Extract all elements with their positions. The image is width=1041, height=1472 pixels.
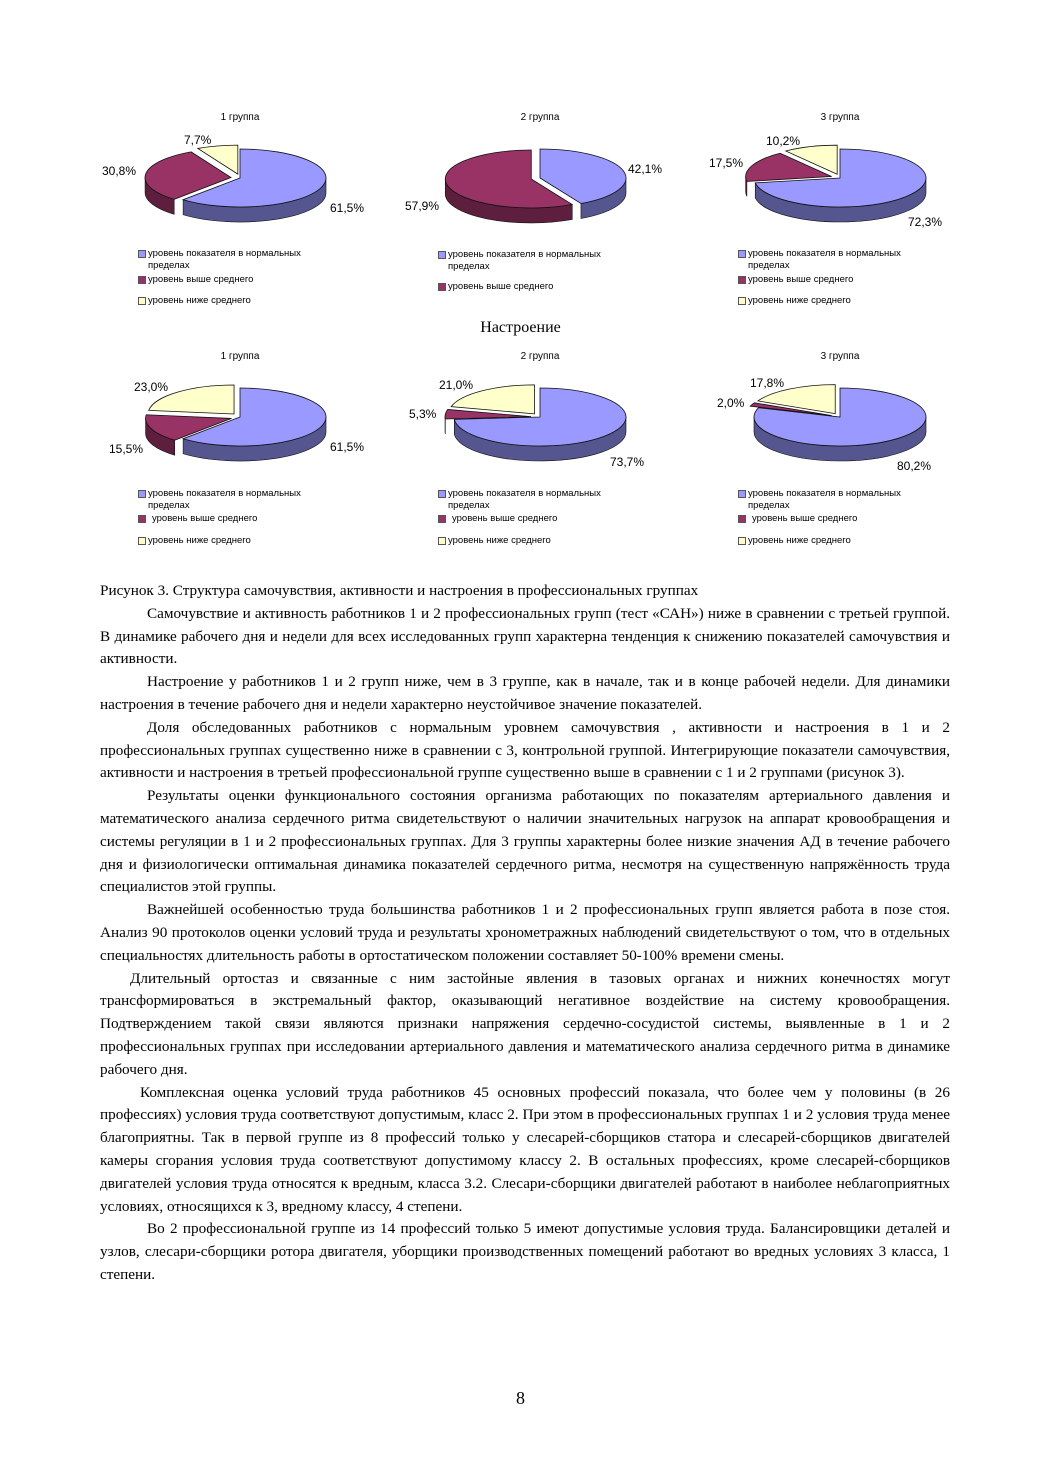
legend-swatch — [438, 490, 446, 498]
legend-label: уровень показателя в нормальных пределах — [748, 248, 901, 271]
legend-swatch — [738, 297, 746, 305]
paragraph: Важнейшей особенностью труда большинства работников 1 и 2 профессиональных групп является работа в позе стоя. Анализ 90 протоколов оценки условий труда и результаты хронометражных наблюдений свидетельствуют о том, что в отдельных специальностях длительность работы в ортостатическом положении составляет 50-100% времени смены. — [100, 901, 950, 964]
slice-label: 30,8% — [102, 164, 137, 178]
slice-label: 15,5% — [109, 442, 144, 456]
chart-title: 3 группа — [820, 351, 860, 362]
paragraph: Длительный ортостаз и связанные с ним застойные явления в тазовых органах и нижних конечностях могут трансформироваться в экстремальный фактор, оказывающий негативное воздействие на систему кровообращения. Подтверждением такой связи являются признаки напряжения сердечно-сосудистой системы, выявленные в 1 и 2 профессиональных группах при исследовании артериального давления и математического анализа сердечного ритма в динамике рабочего дня. — [100, 969, 950, 1078]
pie-chart-top-group-1 — [90, 112, 390, 317]
legend-label: уровень выше среднего — [448, 281, 554, 292]
slice-label: 7,7% — [184, 133, 212, 147]
paragraph: Самочувствие и активность работников 1 и 2 профессиональных групп (тест «САН») ниже в сравнении с третьей группой. В динамике рабочего дня и недели для всех исследованных групп характерна тенденция к снижению показателей самочувствия и активности. — [100, 604, 950, 668]
legend-item — [738, 274, 938, 295]
legend-swatch — [438, 537, 446, 545]
pie-graphic — [690, 112, 990, 242]
section-title-mood: Настроение — [480, 319, 561, 336]
legend-label: уровень показателя в нормальных пределах — [148, 488, 301, 511]
legend-item — [138, 248, 338, 274]
slice-label: 73,7% — [610, 455, 645, 469]
figure-caption: Рисунок 3. Структура самочувствия, активности и настроения в профессиональных группах — [100, 582, 699, 599]
legend-swatch — [138, 250, 146, 258]
legend-item — [138, 274, 338, 295]
chart-legend — [738, 488, 942, 547]
paragraph: Доля обследованных работников с нормальным уровнем самочувствия , активности и настроения в 1 и 2 профессиональных группах существенно ниже в сравнении с 3, контрольной группой. Интегрирующие показатели самочувствия, активности и настроения в третьей профессиональной группе существенно выше в сравнении с 1 и 2 группами (рисунок 3). — [100, 718, 950, 782]
legend-label: уровень показателя в нормальных пределах — [448, 488, 601, 511]
legend-swatch — [438, 251, 446, 259]
chart-title: 2 группа — [520, 351, 560, 362]
slice-label: 17,5% — [709, 156, 744, 170]
chart-title: 2 группа — [520, 112, 560, 123]
legend-label: уровень показателя в нормальных пределах — [748, 488, 901, 511]
legend-item — [138, 535, 338, 547]
legend-label: уровень выше среднего — [152, 513, 258, 524]
chart-legend — [438, 488, 642, 547]
legend-item — [738, 488, 938, 513]
slice-label: 72,3% — [908, 215, 943, 229]
page-number: 8 — [516, 1388, 525, 1408]
slice-label: 23,0% — [134, 380, 169, 394]
slice-label: 61,5% — [330, 201, 365, 215]
legend-label: уровень выше среднего — [752, 513, 858, 524]
legend-swatch — [138, 297, 146, 305]
chart-legend — [138, 488, 342, 547]
legend-swatch — [138, 537, 146, 545]
paragraph: Настроение у работников 1 и 2 групп ниже, чем в 3 группе, как в начале, так и в конце рабочей недели. Для динамики настроения в течение рабочего дня и недели характерно неустойчивое значение показателей. — [100, 673, 950, 713]
legend-label: уровень показателя в нормальных пределах — [448, 249, 601, 272]
legend-swatch — [738, 490, 746, 498]
legend-swatch — [738, 276, 746, 284]
legend-label: уровень ниже среднего — [748, 535, 851, 546]
legend-swatch — [738, 515, 746, 523]
legend-label: уровень показателя в нормальных пределах — [148, 248, 301, 271]
legend-label: уровень ниже среднего — [448, 535, 551, 546]
legend-swatch — [138, 276, 146, 284]
pie-chart-top-group-3 — [690, 112, 990, 317]
legend-item — [138, 513, 342, 535]
legend-swatch — [438, 515, 446, 523]
pie-chart-mood-group-3 — [690, 351, 990, 556]
slice-label: 5,3% — [409, 407, 437, 421]
legend-item — [738, 513, 942, 535]
slice-label: 42,1% — [628, 162, 663, 176]
chart-legend — [138, 248, 338, 307]
legend-label: уровень выше среднего — [748, 274, 854, 285]
slice-label: 80,2% — [897, 459, 932, 473]
slice-label: 2,0% — [717, 396, 745, 410]
chart-title: 1 группа — [220, 112, 260, 123]
legend-item — [438, 249, 638, 281]
pie-chart-mood-group-2 — [390, 351, 690, 556]
paragraph: Во 2 профессиональной группе из 14 профессий только 5 имеют допустимые условия труда. Балансировщики деталей и узлов, слесари-сборщики ротора двигателя, уборщики производственных помещений работают во вредных условиях 3 класса, 1 степени. — [100, 1220, 950, 1283]
slice-label: 61,5% — [330, 440, 365, 454]
chart-legend — [438, 249, 638, 293]
slice-label: 10,2% — [766, 134, 801, 148]
legend-label: уровень выше среднего — [452, 513, 558, 524]
pie-graphic — [690, 351, 990, 481]
legend-item — [738, 535, 938, 547]
legend-swatch — [438, 283, 446, 291]
pie-chart-top-group-2 — [390, 112, 690, 317]
slice-label: 21,0% — [439, 378, 474, 392]
paragraph: Результаты оценки функционального состояния организма работающих по показателям артериального давления и математического анализа сердечного ритма свидетельствуют о наличии значительных нагрузок на аппарат кровообращения и системы регуляции в 1 и 2 профессиональных группах. Для 3 группы характерны более низкие значения АД в течение рабочего дня и физиологически оптимальная динамика показателей сердечного ритма, несмотря на существенную напряжённость труда специалистов этой группы. — [100, 787, 950, 896]
pie-graphic — [90, 351, 390, 481]
legend-swatch — [738, 537, 746, 545]
legend-label: уровень ниже среднего — [148, 295, 251, 306]
legend-item — [138, 488, 338, 513]
chart-title: 1 группа — [220, 351, 260, 362]
legend-item — [438, 488, 638, 513]
legend-swatch — [138, 515, 146, 523]
pie-chart-mood-group-1 — [90, 351, 390, 556]
legend-swatch — [138, 490, 146, 498]
legend-item — [438, 281, 638, 293]
body-text — [100, 580, 950, 1287]
chart-legend — [738, 248, 938, 307]
legend-label: уровень выше среднего — [148, 274, 254, 285]
legend-label: уровень ниже среднего — [748, 295, 851, 306]
paragraph: Комплексная оценка условий труда работников 45 основных профессий показала, что более чем у половины (в 26 профессиях) условия труда соответствуют допустимым, класс 2. При этом в профессиональных группах 1 и 2 условия труда менее благоприятны. Так в первой группе из 8 профессий только у слесарей-сборщиков статора и слесарей-сборщиков двигателей камеры сгорания условия труда соответствуют допустимому классу 2. В остальных профессиях, кроме слесарей-сборщиков двигателей условия труда относятся к вредным, класса 3.2. Слесари-сборщики двигателей работают в наиболее неблагоприятных условиях, относящихся к 3, вредному классу, 4 степени. — [100, 1083, 950, 1215]
slice-label: 57,9% — [405, 199, 440, 213]
pie-graphic — [390, 112, 690, 242]
chart-title: 3 группа — [820, 112, 860, 123]
legend-swatch — [738, 250, 746, 258]
legend-item — [438, 535, 638, 547]
legend-item — [738, 248, 938, 274]
slice-label: 17,8% — [750, 376, 785, 390]
legend-item — [738, 295, 938, 307]
legend-label: уровень ниже среднего — [148, 535, 251, 546]
legend-item — [438, 513, 642, 535]
legend-item — [138, 295, 338, 307]
